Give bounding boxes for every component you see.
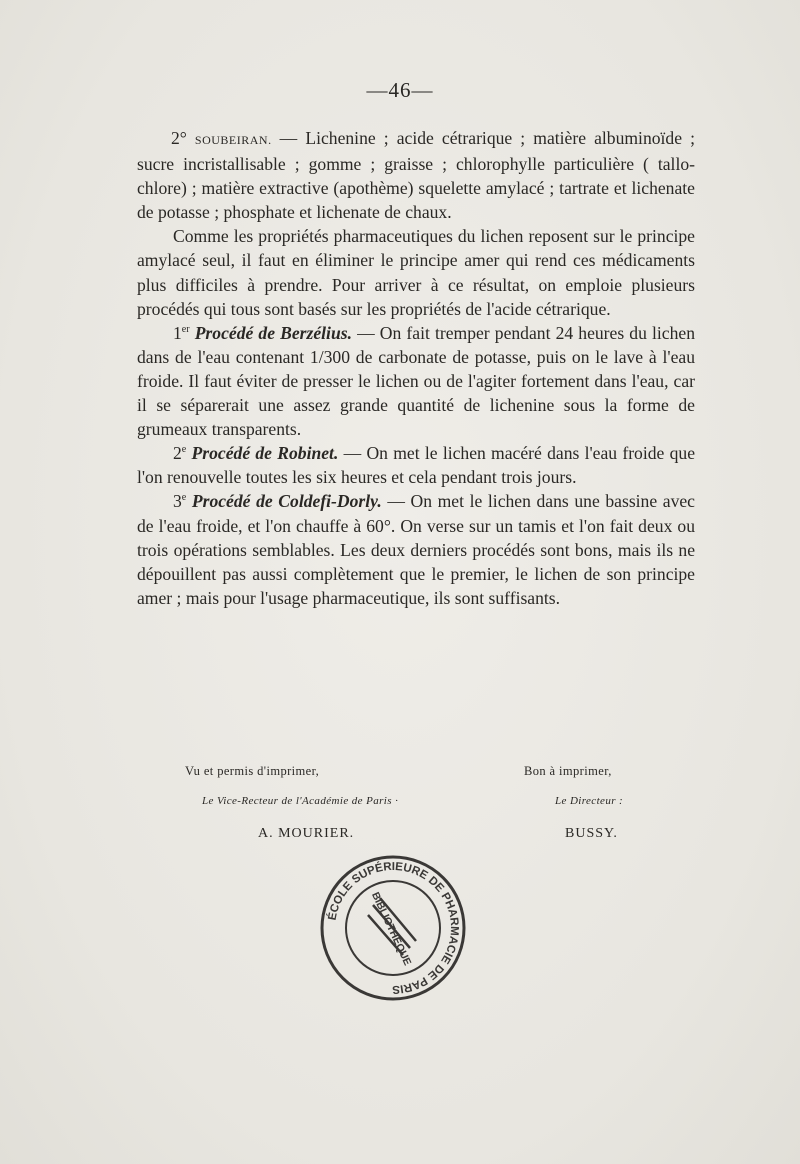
paragraph-text: — On fait tremper pendant 24 heures du lichen dans de l'eau contenant 1/300 de carbonate de potasse, puis on le lave à l'eau froide. Il faut éviter de presser le lichen ou de l'agiter fortement dans l'eau, car il se séparerait une assez grande quantité de lichenine sous la forme de grumeaux transparents. <box>137 322 695 440</box>
body-text <box>137 126 695 610</box>
svg-text:ÉCOLE SUPÉRIEURE DE PHARMACIE: ÉCOLE SUPÉRIEURE DE PHARMACIE DE PARIS <box>326 860 461 996</box>
procedure-title: Procédé de Berzélius. <box>194 322 352 343</box>
item-number: 2 <box>173 443 182 464</box>
page-number: —46— <box>366 78 434 102</box>
paragraph-text: — On met le lichen macéré dans l'eau froide que l'on renouvelle toutes les six heures et cela pendant trois jours. <box>137 443 696 488</box>
procedure-title: Procédé de Robinet. <box>191 443 339 464</box>
procedure-title: Procédé de Coldefi-Dorly. <box>191 491 382 512</box>
paragraph-berzelius <box>137 321 695 441</box>
item-ordinal: er <box>181 323 190 335</box>
director-name: BUSSY. <box>565 826 618 841</box>
item-number: 1 <box>173 322 182 343</box>
vice-rector-name: A. MOURIER. <box>258 826 355 841</box>
imprimatur-line: Vu et permis d'imprimer, <box>185 764 320 778</box>
author-name: SOUBEIRAN. <box>194 133 272 147</box>
item-ordinal: e <box>181 444 187 456</box>
item-number: 2° <box>171 128 195 148</box>
paragraph-coldefi-dorly <box>137 489 695 609</box>
paragraph-text: — On met le lichen dans une bassine avec de l'eau froide, et l'on chauffe à 60°. On verse sur un tamis et l'on fait deux ou trois opérations semblables. Les deux derniers procédés sont bons, mais ils ne dépouillent pas aussi complètement que le premier, le lichen de son principe amer ; mais pour l'usage pharmaceutique, ils sont suffisants. <box>137 491 695 608</box>
paragraph-text: — Lichenine ; acide cétrarique ; matière albuminoïde ; sucre incristallisable ; gomme ; graisse ; chlorophylle particulière ( tallo-chlore) ; matière extractive (apothème) squelette amylacé ; tartrate et lichenate de potasse ; phosphate et lichenate de chaux. <box>137 128 696 223</box>
paragraph-soubeiran <box>137 126 695 224</box>
paragraph-text: Comme les propriétés pharmaceutiques du lichen reposent sur le principe amylacé seul, il faut en éliminer le principe amer qui rend ces médicaments plus difficiles à prendre. Pour arriver à ce résultat, on emploie plusieurs procédés qui tous sont basés sur les propriétés de l'acide cétrarique. <box>137 226 695 319</box>
item-number: 3 <box>173 491 182 512</box>
director-title: Le Directeur : <box>555 795 624 807</box>
vice-rector-title: Le Vice-Recteur de l'Académie de Paris · <box>202 795 399 807</box>
library-stamp <box>318 853 468 1003</box>
stamp-center-mark <box>368 898 416 955</box>
paragraph-properties <box>137 224 695 320</box>
svg-text:BIBLIOTHÈQUE: BIBLIOTHÈQUE <box>368 890 414 968</box>
item-ordinal: e <box>181 492 187 504</box>
approval-line: Bon à imprimer, <box>524 764 612 778</box>
paragraph-robinet <box>137 441 695 489</box>
